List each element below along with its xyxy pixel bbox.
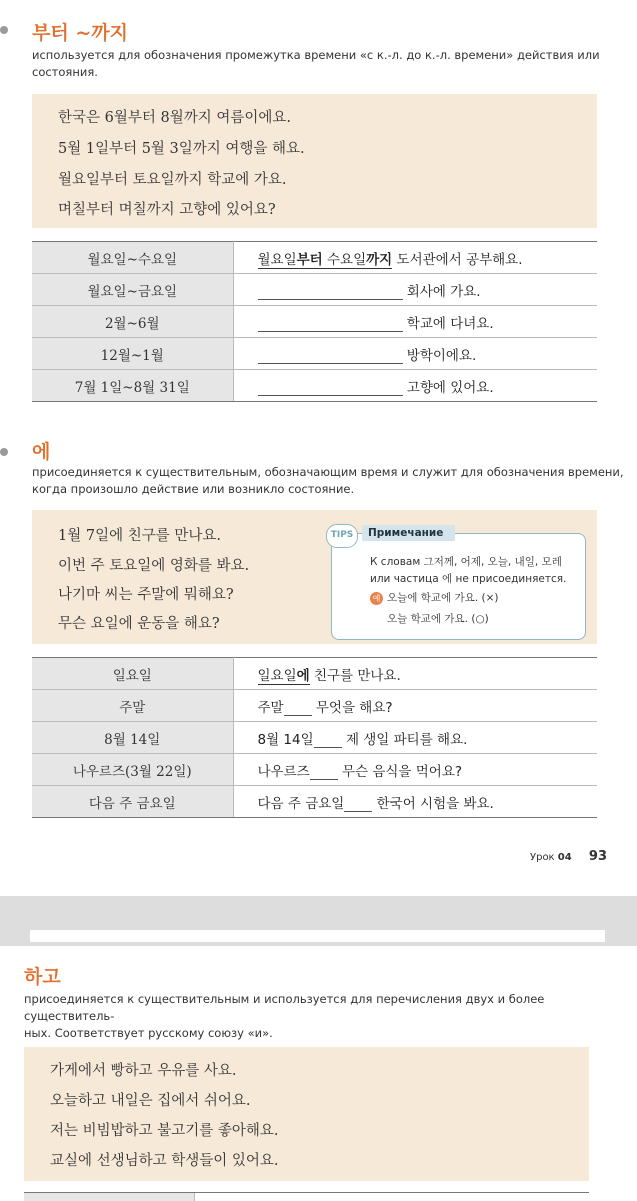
section-heading-e: 에 xyxy=(32,441,51,463)
section-bullet xyxy=(0,448,8,456)
table-row xyxy=(32,658,597,690)
lesson-label: Урок xyxy=(530,852,555,863)
tips-note xyxy=(330,527,586,640)
lesson-number: 04 xyxy=(557,852,572,863)
exercise-table xyxy=(32,241,597,402)
answer-cell: 월요일부터 수요일까지 도서관에서 공부해요. xyxy=(233,242,597,274)
example-sentence: 교실에 선생님하고 학생들이 있어요. xyxy=(50,1153,279,1169)
example-sentence: 5월 1일부터 5월 3일까지 여행을 해요. xyxy=(58,141,305,157)
prompt-cell: 월요일~수요일 xyxy=(32,242,233,274)
example-sentence: 이번 주 토요일에 영화를 봐요. xyxy=(58,558,250,574)
page-number: 93 xyxy=(588,849,607,864)
example-sentence: 가게에서 빵하고 우유를 사요. xyxy=(50,1063,237,1079)
answer-cell: 학교에 다녀요. xyxy=(233,306,597,338)
table-row xyxy=(32,338,597,370)
section-description: используется для обозначения промежутка времени «с к.-л. до к.-л. времени» действия или состояния. xyxy=(32,48,600,79)
tips-text: или частица 에 не присоединяется. xyxy=(370,573,567,585)
example-sentence: 월요일부터 토요일까지 학교에 가요. xyxy=(58,172,287,188)
tips-text: К словам 그저께, 어제, 오늘, 내일, 모레 xyxy=(370,556,562,568)
answer-blank[interactable] xyxy=(314,733,342,748)
example-sentence: 1월 7일에 친구를 만나요. xyxy=(58,528,221,544)
tips-example: 오늘 학교에 가요. (○) xyxy=(387,613,489,625)
table-row xyxy=(32,242,597,274)
answer-cell: 고향에 있어요. xyxy=(233,370,597,402)
section-bullet xyxy=(0,26,8,34)
redaction-bar xyxy=(30,930,605,942)
answer-example: 월요일부터 수요일까지 xyxy=(257,251,393,268)
answer-example: 일요일에 xyxy=(257,667,310,684)
answer-cell: 주말 무엇을 해요? xyxy=(233,690,597,722)
answer-cell: 일요일에 친구를 만나요. xyxy=(233,658,597,690)
section-description: присоединяется к существительным, обозначающим время и служит для обозначения времени, когда произошло действие или возникло состояние. xyxy=(32,465,624,496)
example-box xyxy=(32,94,597,228)
section-heading-buteo-kkaji: 부터 ~까지 xyxy=(32,22,128,44)
answer-cell: 나우르즈 무슨 음식을 먹어요? xyxy=(233,754,597,786)
example-sentence: 나기마 씨는 주말에 뭐해요? xyxy=(58,587,234,603)
prompt-cell: 나우르즈(3월 22일) xyxy=(32,754,233,786)
example-sentence: 한국은 6월부터 8월까지 여름이에요. xyxy=(58,110,291,126)
tips-example: 예 오늘에 학교에 가요. (×) xyxy=(370,590,499,606)
answer-cell: 8월 14일 제 생일 파티를 해요. xyxy=(233,722,597,754)
prompt-cell: 8월 14일 xyxy=(32,722,233,754)
page-footer xyxy=(530,849,607,864)
answer-blank[interactable] xyxy=(258,317,403,332)
exercise-table xyxy=(32,657,597,818)
prompt-cell: 12월~1월 xyxy=(32,338,233,370)
table-row xyxy=(32,722,597,754)
table-row xyxy=(32,754,597,786)
table-row xyxy=(32,274,597,306)
example-mark-icon: 예 xyxy=(370,592,383,605)
tips-badge: TIPS xyxy=(326,524,358,548)
answer-cell: 다음 주 금요일 한국어 시험을 봐요. xyxy=(233,786,597,818)
example-sentence: 며칠부터 며칠까지 고향에 있어요? xyxy=(58,202,276,218)
prompt-cell: 다음 주 금요일 xyxy=(32,786,233,818)
prompt-cell: 7월 1일~8월 31일 xyxy=(32,370,233,402)
prompt-cell: 일요일 xyxy=(32,658,233,690)
section-description: присоединяется к существительным и используется для перечисления двух и более существитель- ных. Соответствует русскому союзу «и». xyxy=(24,992,545,1040)
answer-blank[interactable] xyxy=(258,381,403,396)
answer-cell: 방학이에요. xyxy=(233,338,597,370)
example-box xyxy=(24,1047,589,1181)
example-sentence: 오늘하고 내일은 집에서 쉬어요. xyxy=(50,1093,251,1109)
prompt-cell: 2월~6월 xyxy=(32,306,233,338)
prompt-cell: 주말 xyxy=(32,690,233,722)
example-sentence: 저는 비빔밥하고 불고기를 좋아해요. xyxy=(50,1123,279,1139)
answer-cell: 회사에 가요. xyxy=(233,274,597,306)
tips-title: Примечание xyxy=(362,525,455,541)
table-row xyxy=(32,690,597,722)
table-row xyxy=(32,786,597,818)
answer-blank[interactable] xyxy=(284,701,312,716)
answer-blank[interactable] xyxy=(258,349,403,364)
answer-blank[interactable] xyxy=(344,797,372,812)
answer-blank[interactable] xyxy=(310,765,338,780)
table-row xyxy=(32,306,597,338)
answer-blank[interactable] xyxy=(258,285,403,300)
example-sentence: 무슨 요일에 운동을 해요? xyxy=(58,616,220,632)
section-heading-hago: 하고 xyxy=(24,966,61,988)
table-row xyxy=(32,370,597,402)
prompt-cell: 월요일~금요일 xyxy=(32,274,233,306)
